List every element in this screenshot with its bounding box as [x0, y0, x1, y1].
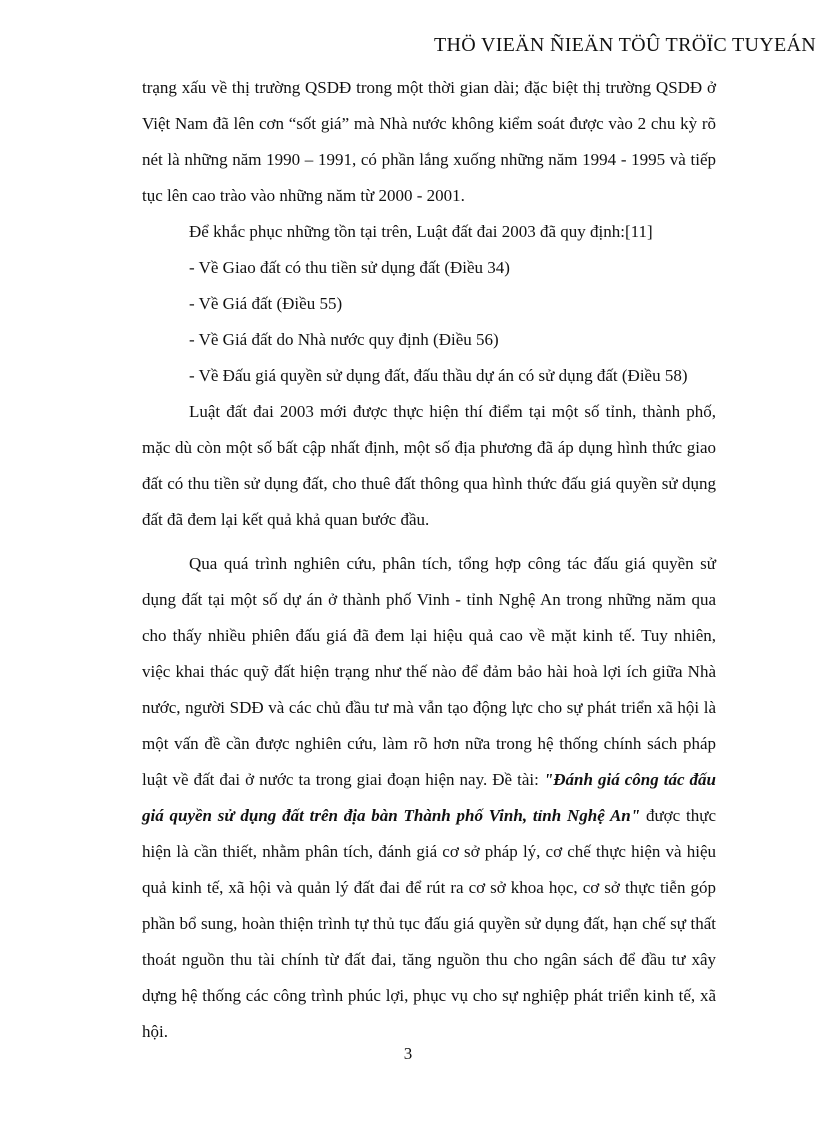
list-item: - Về Giá đất do Nhà nước quy định (Điều 56): [189, 330, 499, 349]
list-item: - Về Đấu giá quyền sử dụng đất, đấu thầu dự án có sử dụng đất (Điều 58): [189, 366, 688, 385]
list-item: - Về Giao đất có thu tiền sử dụng đất (Điều 34): [189, 258, 510, 277]
document-body: [142, 70, 716, 1050]
paragraph-4-intro: Qua quá trình nghiên cứu, phân tích, tổng hợp công tác đấu giá quyền sử dụng đất tại một số dự án ở thành phố Vinh - tỉnh Nghệ An trong những năm qua cho thấy nhiều phiên đấu giá đã đem lại hiệu quả cao về mặt kinh tế. Tuy nhiên, việc khai thác quỹ đất hiện trạng như thế nào để đảm bảo hài hoà lợi ích giữa Nhà nước, người SDĐ và các chủ đầu tư mà vẫn tạo động lực cho sự phát triển xã hội là một vấn đề cần được nghiên cứu, làm rõ hơn nữa trong hệ thống chính sách pháp luật về đất đai ở nước ta trong giai đoạn hiện nay. Đề tài:: [142, 554, 716, 789]
thesis-title: "Đánh giá công tác đấu giá quyền sử dụng đất trên địa bàn Thành phố Vinh, tỉnh Nghệ An": [142, 770, 716, 825]
paragraph-2: Để khắc phục những tồn tại trên, Luật đất đai 2003 đã quy định:[11]: [189, 222, 653, 241]
page-number: 3: [403, 1044, 413, 1063]
paragraph-3: Luật đất đai 2003 mới được thực hiện thí điểm tại một số tỉnh, thành phố, mặc dù còn một số bất cập nhất định, một số địa phương đã áp dụng hình thức giao đất có thu tiền sử dụng đất, cho thuê đất thông qua hình thức đấu giá quyền sử dụng đất đã đem lại kết quả khả quan bước đầu.: [142, 402, 716, 529]
paragraph-4-rest: được thực hiện là cần thiết, nhằm phân tích, đánh giá cơ sở pháp lý, cơ chế thực hiện và hiệu quả kinh tế, xã hội và quản lý đất đai để rút ra cơ sở khoa học, cơ sở thực tiễn góp phần bổ sung, hoàn thiện trình tự thủ tục đấu giá quyền sử dụng đất, hạn chế sự thất thoát nguồn thu tài chính từ đất đai, tăng nguồn thu cho ngân sách để đầu tư xây dựng hệ thống các công trình phúc lợi, phục vụ cho sự nghiệp phát triển kinh tế, xã hội.: [142, 806, 716, 1041]
list-item: - Về Giá đất (Điều 55): [189, 294, 343, 313]
paragraph-4: [142, 546, 716, 1050]
page-header: THÖ VIEÄN ÑIEÄN TÖÛ TRÖÏC TUYEÁN: [434, 34, 816, 56]
paragraph-1: trạng xấu về thị trường QSDĐ trong một thời gian dài; đặc biệt thị trường QSDĐ ở Việt Nam đã lên cơn “sốt giá” mà Nhà nước không kiểm soát được vào 2 chu kỳ rõ nét là những năm 1990 – 1991, có phần lắng xuống những năm 1994 - 1995 và tiếp tục lên cao trào vào những năm từ 2000 - 2001.: [142, 78, 716, 205]
